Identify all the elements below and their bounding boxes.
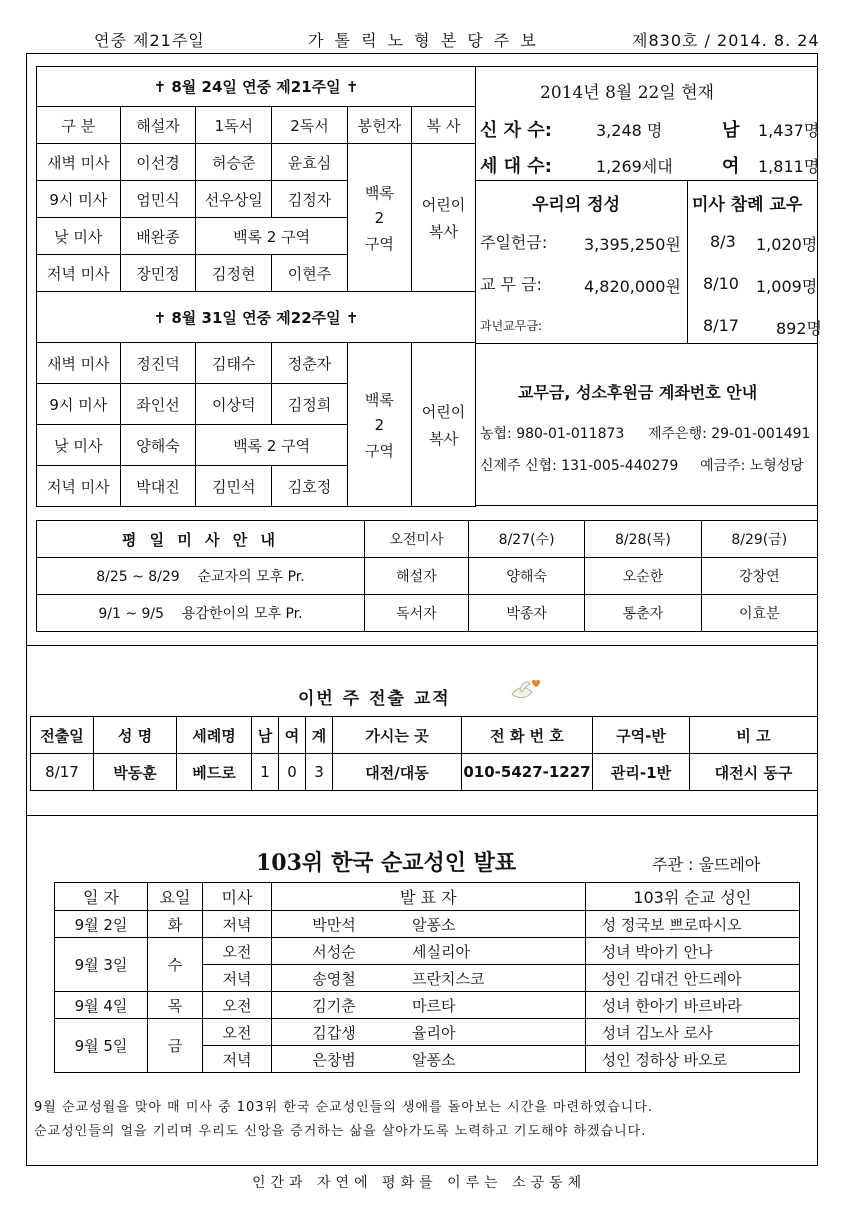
commentator: 정진덕 (120, 343, 196, 384)
saint: 성녀 한아기 바르바라 (585, 992, 799, 1019)
speaker-baptism: 마르타 (396, 992, 585, 1019)
cell: 박동훈 (94, 754, 177, 791)
aug31-title: ✝ 8월 31일 연중 제22주일 ✝ (37, 292, 476, 343)
col-reading1: 1독서 (196, 107, 272, 144)
mass: 저녁 (203, 965, 272, 992)
cell: 관리-1반 (593, 754, 690, 791)
weekday-title: 평 일 미 사 안 내 (37, 521, 365, 558)
commentator: 장민정 (120, 255, 196, 292)
believers-value: 3,248 명 (596, 121, 663, 140)
transfer-table (30, 716, 818, 791)
role: 해설자 (364, 558, 468, 595)
attendance-count: 1,020명 (756, 235, 818, 254)
offering-line: 백록 (364, 183, 394, 202)
weekday: 목 (148, 992, 203, 1019)
reader1: 허승준 (196, 144, 272, 181)
col-note: 비 고 (690, 717, 818, 754)
cell: 대전시 동구 (690, 754, 818, 791)
col-baptism: 세례명 (177, 717, 252, 754)
cell: 0 (279, 754, 306, 791)
readers-merged: 백록 2 구역 (196, 218, 348, 255)
date-cell: 8/28(목) (585, 521, 701, 558)
dues-label: 교 무 금: (480, 275, 542, 294)
stats-title: 2014년 8월 22일 현재 (540, 83, 715, 103)
cell: 베드로 (177, 754, 252, 791)
speaker-baptism: 알퐁소 (396, 1046, 585, 1073)
believers-label: 신 자 수: (480, 120, 552, 141)
intention-cell (37, 558, 365, 595)
col-name: 성 명 (94, 717, 177, 754)
date: 9월 3일 (55, 938, 148, 992)
mass: 오전 (203, 992, 272, 1019)
col-male: 남 (252, 717, 279, 754)
attendance-count: 1,009명 (756, 277, 818, 296)
cell: 1 (252, 754, 279, 791)
speaker: 송영철 (272, 965, 397, 992)
reader2: 윤효심 (272, 144, 348, 181)
offering-line: 2 (374, 208, 385, 227)
bulletin-title: 가 톨 릭 노 형 본 당 주 보 (308, 31, 539, 50)
saints-note-line2: 순교성인들의 얼을 기리며 우리도 신앙을 증거하는 삶을 살아가도록 노력하고 기도해야 하겠습니다. (34, 1124, 647, 1139)
past-dues-label: 과년교무금: (480, 319, 543, 333)
col-saint: 103위 순교 성인 (585, 883, 799, 911)
lector-schedule-table (36, 66, 476, 507)
commentator: 좌인선 (120, 384, 196, 425)
footer-motto: 인간과 자연에 평화를 이루는 소공동체 (252, 1175, 587, 1191)
reader2: 김정희 (272, 384, 348, 425)
commentator: 이선경 (120, 144, 196, 181)
offering-cell (347, 144, 411, 292)
saints-header-row (55, 883, 800, 911)
table-row (37, 595, 818, 632)
mass: 오전 (203, 938, 272, 965)
col-female: 여 (279, 717, 306, 754)
table-row (55, 911, 800, 938)
table-row (55, 1019, 800, 1046)
speaker-baptism: 알퐁소 (396, 911, 585, 938)
account-holder: 예금주: 노형성당 (700, 458, 804, 474)
saints-note-line1: 9월 순교성월을 맞아 매 미사 중 103위 한국 순교성인들의 생애를 돌아보는 시간을 마련하였습니다. (34, 1100, 654, 1115)
server-line: 복사 (428, 222, 458, 241)
mass-name: 저녁 미사 (37, 255, 121, 292)
households-value: 1,269세대 (596, 157, 673, 176)
speaker: 김갑생 (272, 1019, 397, 1046)
mass-name: 새벽 미사 (37, 343, 121, 384)
account-title: 교무금, 성소후원금 계좌번호 안내 (518, 383, 758, 402)
reader1: 선우상일 (196, 181, 272, 218)
attendance-date: 8/10 (703, 274, 739, 293)
mass: 저녁 (203, 1046, 272, 1073)
attendance-title: 미사 참례 교우 (692, 195, 803, 215)
female-label: 여 (722, 156, 740, 177)
households-label: 세 대 수: (480, 156, 552, 177)
offering-line: 구역 (364, 441, 394, 460)
male-value: 1,437명 (758, 121, 820, 140)
period: 9/1 ~ 9/5 (98, 606, 165, 622)
col-speaker: 발 표 자 (272, 883, 586, 911)
divider (26, 815, 818, 816)
col-division: 구 분 (37, 107, 121, 144)
saint: 성녀 박아기 안나 (585, 938, 799, 965)
weekday: 금 (148, 1019, 203, 1073)
col-reading2: 2독서 (272, 107, 348, 144)
person: 이효분 (701, 595, 817, 632)
saints-title: 103위 한국 순교성인 발표 (256, 850, 517, 876)
intention: 용감한이의 모후 Pr. (181, 606, 303, 622)
col-district: 구역-반 (593, 717, 690, 754)
account-nh: 농협: 980-01-011873 (480, 426, 625, 442)
sunday-offering-label: 주일헌금: (480, 233, 548, 252)
dove-icon (508, 676, 544, 704)
offering-cell (347, 343, 411, 507)
table-row (55, 992, 800, 1019)
col-date: 전출일 (31, 717, 94, 754)
speaker-baptism: 프란치스코 (396, 965, 585, 992)
cell: 3 (306, 754, 333, 791)
col-weekday: 요일 (148, 883, 203, 911)
divider (687, 180, 688, 343)
table-row (37, 558, 818, 595)
mass-name: 저녁 미사 (37, 466, 121, 507)
person: 강창연 (701, 558, 817, 595)
table-row (31, 754, 818, 791)
mass-name: 9시 미사 (37, 181, 121, 218)
table-row (37, 521, 818, 558)
speaker: 서성순 (272, 938, 397, 965)
mass: 오전 (203, 1019, 272, 1046)
reader2: 정춘자 (272, 343, 348, 384)
saints-table (54, 882, 800, 1073)
period: 8/25 ~ 8/29 (96, 569, 180, 585)
offering-line: 백록 (364, 390, 394, 409)
mass-name: 낮 미사 (37, 425, 121, 466)
attendance-date: 8/17 (703, 316, 739, 335)
date: 9월 5일 (55, 1019, 148, 1073)
role: 독서자 (364, 595, 468, 632)
mass-name: 새벽 미사 (37, 144, 121, 181)
speaker: 박만석 (272, 911, 397, 938)
reader1: 김태수 (196, 343, 272, 384)
saints-host: 주관 : 울뜨레아 (652, 855, 761, 874)
morning-mass: 오전미사 (364, 521, 468, 558)
saint: 성인 정하상 바오로 (585, 1046, 799, 1073)
reader1: 김정현 (196, 255, 272, 292)
col-destination: 가시는 곳 (333, 717, 462, 754)
col-commentator: 해설자 (120, 107, 196, 144)
readers-merged: 백록 2 구역 (196, 425, 348, 466)
weekday: 수 (148, 938, 203, 992)
date-cell: 8/27(수) (468, 521, 584, 558)
dues-value: 4,820,000원 (584, 277, 681, 296)
server-cell (411, 144, 475, 292)
reader1: 김민석 (196, 466, 272, 507)
speaker-baptism: 세실리아 (396, 938, 585, 965)
reader2: 김호정 (272, 466, 348, 507)
mass-name: 9시 미사 (37, 384, 121, 425)
server-cell (411, 343, 475, 507)
col-total: 계 (306, 717, 333, 754)
table-row (37, 144, 476, 181)
person: 양해숙 (468, 558, 584, 595)
table-row (37, 343, 476, 384)
offering-line: 구역 (364, 234, 394, 253)
date-cell: 8/29(금) (701, 521, 817, 558)
intention: 순교자의 모후 Pr. (197, 569, 305, 585)
server-line: 어린이 (421, 402, 466, 421)
divider (476, 343, 818, 344)
schedule-header-row (37, 107, 476, 144)
saint: 성인 김대건 안드레아 (585, 965, 799, 992)
intention-cell (37, 595, 365, 632)
female-value: 1,811명 (758, 157, 820, 176)
reader1: 이상덕 (196, 384, 272, 425)
commentator: 박대진 (120, 466, 196, 507)
col-phone: 전 화 번 호 (462, 717, 593, 754)
transfer-header-row (31, 717, 818, 754)
speaker: 김기춘 (272, 992, 397, 1019)
col-mass: 미사 (203, 883, 272, 911)
cell: 8/17 (31, 754, 94, 791)
aug24-title: ✝ 8월 24일 연중 제21주일 ✝ (37, 67, 476, 107)
account-shinhyup: 신제주 신협: 131-005-440279 (480, 458, 679, 474)
server-line: 어린이 (421, 195, 466, 214)
col-offering: 봉헌자 (347, 107, 411, 144)
saint: 성녀 김노사 로사 (585, 1019, 799, 1046)
weekday-mass-table (36, 520, 818, 632)
speaker-baptism: 율리아 (396, 1019, 585, 1046)
divider (26, 645, 818, 646)
mass: 저녁 (203, 911, 272, 938)
commentator: 엄민식 (120, 181, 196, 218)
male-label: 남 (722, 120, 740, 141)
person: 오순한 (585, 558, 701, 595)
commentator: 양해숙 (120, 425, 196, 466)
cell: 010-5427-1227 (462, 754, 593, 791)
person: 박종자 (468, 595, 584, 632)
week-label: 연중 제21주일 (94, 31, 205, 50)
divider (476, 180, 818, 181)
issue-number: 제830호 / 2014. 8. 24 (632, 31, 820, 50)
saint: 성 정국보 쁘로따시오 (585, 911, 799, 938)
offering-line: 2 (374, 415, 385, 434)
mass-name: 낮 미사 (37, 218, 121, 255)
transfer-title: 이번 주 전출 교적 (298, 689, 451, 709)
person: 통춘자 (585, 595, 701, 632)
date: 9월 4일 (55, 992, 148, 1019)
weekday: 화 (148, 911, 203, 938)
attendance-count: 892명 (776, 319, 822, 338)
col-date: 일 자 (55, 883, 148, 911)
account-jeju: 제주은행: 29-01-001491 (648, 426, 811, 442)
table-row (55, 938, 800, 965)
server-line: 복사 (428, 429, 458, 448)
sunday-offering-value: 3,395,250원 (584, 235, 681, 254)
devotion-title: 우리의 정성 (532, 195, 621, 215)
col-server: 복 사 (411, 107, 475, 144)
reader2: 김정자 (272, 181, 348, 218)
attendance-date: 8/3 (710, 232, 736, 251)
cell: 대전/대동 (333, 754, 462, 791)
speaker: 은창범 (272, 1046, 397, 1073)
commentator: 배완종 (120, 218, 196, 255)
reader2: 이현주 (272, 255, 348, 292)
date: 9월 2일 (55, 911, 148, 938)
